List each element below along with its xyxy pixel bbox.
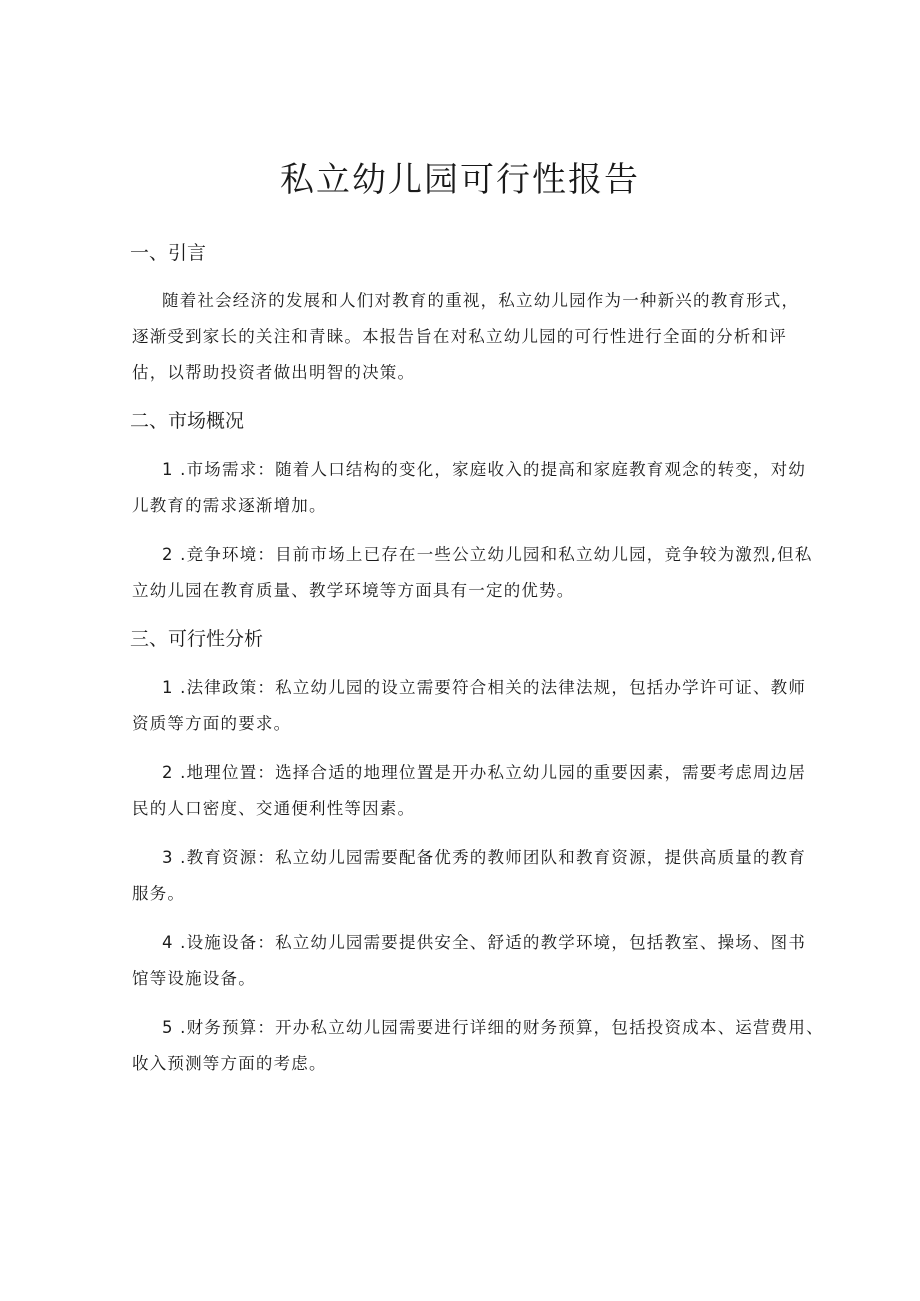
document-title: 私立幼儿园可行性报告: [280, 160, 640, 200]
facilities-paragraph: [132, 925, 807, 997]
paragraph-line: 服务。: [132, 884, 186, 903]
section-heading-feasibility-analysis: 三、可行性分析: [130, 628, 264, 650]
legal-policy-paragraph: [132, 670, 807, 742]
paragraph-line: 3 .教育资源：私立幼儿园需要配备优秀的教师团队和教育资源，提供高质量的教育: [162, 848, 807, 867]
paragraph-line: 4 .设施设备：私立幼儿园需要提供安全、舒适的教学环境，包括教室、操场、图书: [162, 933, 807, 952]
paragraph-line: 随着社会经济的发展和人们对教育的重视，私立幼儿园作为一种新兴的教育形式，: [162, 291, 800, 310]
competition-paragraph: [132, 537, 813, 609]
paragraph-line: 收入预测等方面的考虑。: [132, 1054, 327, 1073]
market-demand-paragraph: [132, 452, 807, 524]
paragraph-line: 2 .地理位置：选择合适的地理位置是开办私立幼儿园的重要因素，需要考虑周边居: [162, 763, 807, 782]
location-paragraph: [132, 755, 807, 827]
paragraph-line: 资质等方面的要求。: [132, 714, 292, 733]
paragraph-line: 立幼儿园在教育质量、教学环境等方面具有一定的优势。: [132, 581, 575, 600]
paragraph-line: 儿教育的需求逐渐增加。: [132, 496, 327, 515]
education-resources-paragraph: [132, 840, 807, 912]
introduction-paragraph: [132, 283, 800, 391]
paragraph-line: 1 .法律政策：私立幼儿园的设立需要符合相关的法律法规，包括办学许可证、教师: [162, 678, 807, 697]
section-heading-introduction: 一、引言: [130, 242, 207, 264]
paragraph-line: 2 .竞争环境：目前市场上已存在一些公立幼儿园和私立幼儿园，竞争较为激烈,但私: [162, 545, 813, 564]
paragraph-line: 逐渐受到家长的关注和青睐。本报告旨在对私立幼儿园的可行性进行全面的分析和评: [132, 327, 787, 346]
section-heading-market-overview: 二、市场概况: [130, 410, 245, 432]
paragraph-line: 5 .财务预算：开办私立幼儿园需要进行详细的财务预算，包括投资成本、运营费用、: [162, 1018, 824, 1037]
paragraph-line: 民的人口密度、交通便利性等因素。: [132, 799, 416, 818]
paragraph-line: 馆等设施设备。: [132, 969, 256, 988]
paragraph-line: 估，以帮助投资者做出明智的决策。: [132, 363, 416, 382]
paragraph-line: 1 .市场需求：随着人口结构的变化，家庭收入的提高和家庭教育观念的转变，对幼: [162, 460, 807, 479]
financial-budget-paragraph: [132, 1010, 824, 1082]
